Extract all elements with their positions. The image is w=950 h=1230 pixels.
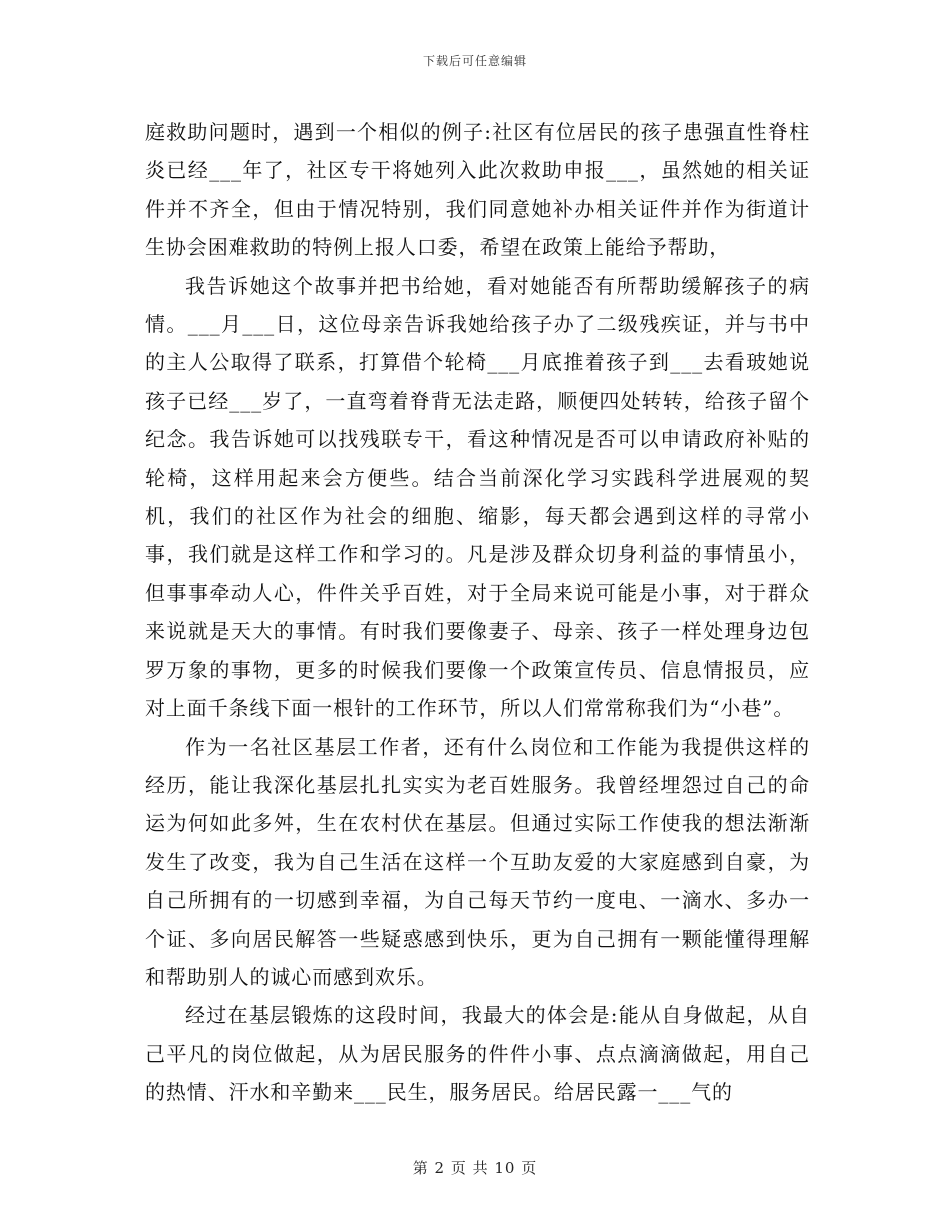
document-body bbox=[145, 113, 810, 1112]
paragraph-story: 我告诉她这个故事并把书给她，看对她能否有所帮助缓解孩子的病情。___月___日，这位母亲告诉我她给孩子办了二级残疾证，并与书中的主人公取得了联系，打算借个轮椅___月底推着孩子到___去看玻她说孩子已经___岁了，一直弯着脊背无法走路，顺便四处转转，给孩子留个纪念。我告诉她可以找残联专干，看这种情况是否可以申请政府补贴的轮椅，这样用起来会方便些。结合当前深化学习实践科学进展观的契机，我们的社区作为社会的细胞、缩影，每天都会遇到这样的寻常小事，我们就是这样工作和学习的。凡是涉及群众切身利益的事情虽小，但事事牵动人心，件件关乎百姓，对于全局来说可能是小事，对于群众来说就是天大的事情。有时我们要像妻子、母亲、孩子一样处理身边包罗万象的事物，更多的时候我们要像一个政策宣传员、信息情报员，应对上面千条线下面一根针的工作环节，所以人们常常称我们为“小巷”。 bbox=[145, 273, 810, 721]
paragraph-reflection: 作为一名社区基层工作者，还有什么岗位和工作能为我提供这样的经历，能让我深化基层扎扎实实为老百姓服务。我曾经埋怨过自己的命运为何如此多舛，生在农村伏在基层。但通过实际工作使我的想法渐渐发生了改变，我为自己生活在这样一个互助友爱的大家庭感到自豪，为自己所拥有的一切感到幸福，为自己每天节约一度电、一滴水、多办一个证、多向居民解答一些疑惑感到快乐，更为自己拥有一颗能懂得理解和帮助别人的诚心而感到欢乐。 bbox=[145, 734, 810, 989]
paragraph-continued: 庭救助问题时，遇到一个相似的例子:社区有位居民的孩子患强直性脊柱炎已经___年了，社区专干将她列入此次救助申报___，虽然她的相关证件并不齐全，但由于情况特别，我们同意她补办相关证件并作为街道计生协会困难救助的特例上报人口委，希望在政策上能给予帮助， bbox=[145, 120, 810, 260]
paragraph-experience: 经过在基层锻炼的这段时间，我最大的体会是:能从自身做起，从自己平凡的岗位做起，从为居民服务的件件小事、点点滴滴做起，用自己的热情、汗水和辛勤来___民生，服务居民。给居民露一___气的 bbox=[145, 1003, 810, 1105]
page-footer: 第 2 页 共 10 页 bbox=[412, 1159, 538, 1177]
page-header: 下载后可任意编辑 bbox=[422, 54, 527, 68]
